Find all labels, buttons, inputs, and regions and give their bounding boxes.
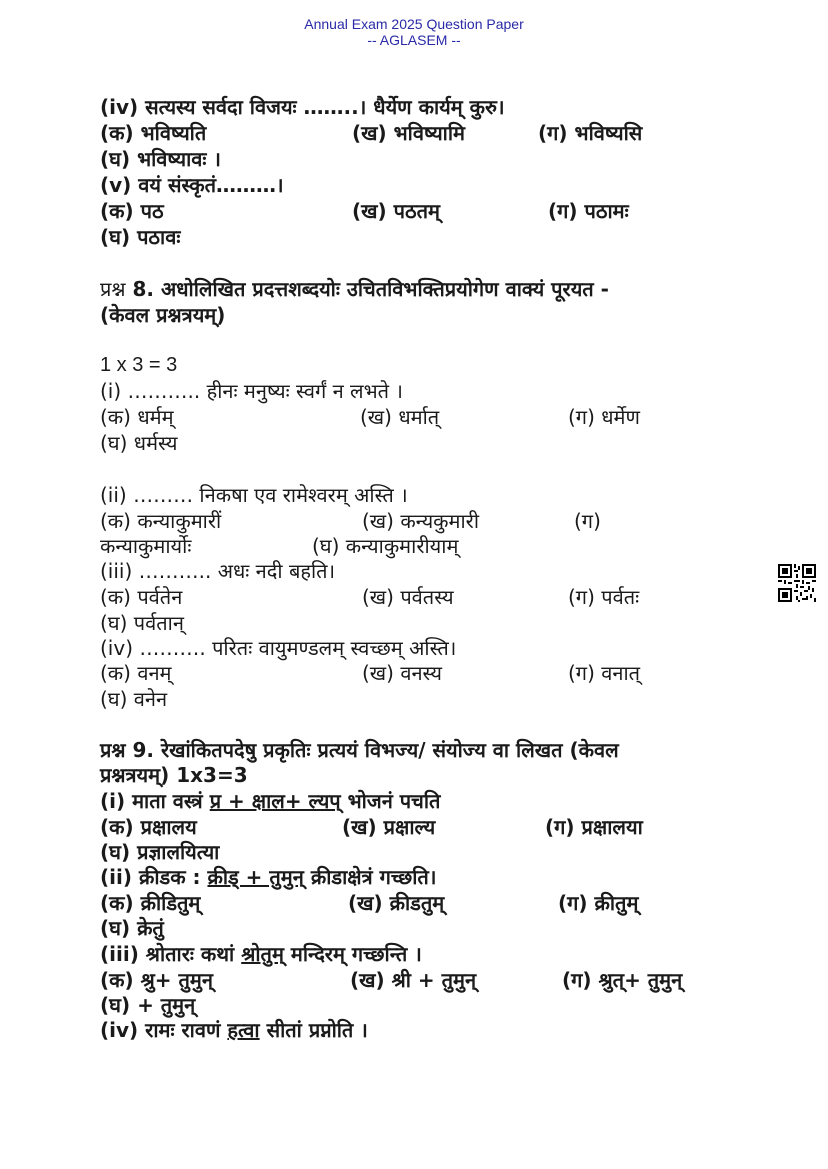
q9-iii-text-pre: (iii) श्रोतारः कथां: [100, 942, 242, 966]
q9-i-text-post: भोजनं पचति: [340, 789, 441, 813]
q9-iii-text: [100, 941, 422, 967]
q8-i-option-gha: (घ) धर्मस्य: [100, 431, 178, 455]
q8-iii-option-kha: (ख) पर्वतस्य: [362, 585, 454, 609]
q7-iv-option-ga: (ग) भविष्यसि: [538, 121, 643, 145]
qr-code: [778, 564, 816, 602]
q9-i-option-gha: (घ) प्रज्ञालयित्या: [100, 840, 220, 864]
q7-iv-text: (iv) सत्यस्य सर्वदा विजयः ……..। धैर्येण कार्यम् कुरु।: [100, 95, 505, 119]
q8-iii-option-ga: (ग) पर्वतः: [568, 585, 640, 609]
header-title: Annual Exam 2025 Question Paper: [304, 16, 524, 32]
q7-v-text: (v) वयं संस्कृतं………।: [100, 173, 284, 197]
q9-i-option-ka: (क) प्रक्षालय: [100, 815, 197, 839]
q8-i-option-kha: (ख) धर्मात्: [360, 405, 440, 429]
q8-iii-option-ka: (क) पर्वतेन: [100, 585, 183, 609]
header-subtitle: -- AGLASEM --: [367, 32, 461, 48]
q8-heading-line2: (केवल प्रश्नत्रयम्): [100, 303, 226, 327]
q9-heading: प्रश्न 9. रेखांकितपदेषु प्रकृतिः प्रत्ययं विभज्य/ संयोज्य वा लिखत (केवल: [100, 738, 619, 762]
q9-iii-option-ka: (क) श्रु+ तुमुन्: [100, 968, 213, 992]
q9-iii-option-kha: (ख) श्री + तुमुन्: [350, 968, 477, 992]
q7-iv-option-gha: (घ) भविष्यावः ।: [100, 147, 222, 171]
q9-i-underlined: प्र + क्षाल+ ल्यप्: [209, 789, 341, 813]
q8-i-text: (i) ……….. हीनः मनुष्यः स्वर्गं न लभते ।: [100, 379, 403, 403]
q9-iii-text-post: मन्दिरम् गच्छन्ति ।: [283, 942, 422, 966]
q9-ii-option-ga: (ग) क्रीतुम्: [558, 891, 639, 915]
q9-ii-text: [100, 864, 436, 890]
q9-i-text-pre: (i) माता वस्त्रं: [100, 789, 210, 813]
q7-v-option-ka: (क) पठ: [100, 199, 164, 223]
q8-ii-option-ga-text: कन्याकुमार्योः: [100, 534, 192, 558]
q8-iv-option-ka: (क) वनम्: [100, 661, 172, 685]
q8-iv-text: (iv) ………. परितः वायुमण्डलम् स्वच्छम् अस्ति।: [100, 636, 457, 660]
q9-iii-underlined: श्रोतुम्: [241, 942, 284, 966]
q8-iv-option-ga: (ग) वनात्: [568, 661, 641, 685]
q9-heading-line2: प्रश्नत्रयम्) 1x3=3: [100, 763, 248, 787]
q9-iii-option-gha: (घ) + तुमुन्: [100, 993, 196, 1017]
q8-ii-option-ga: (ग): [574, 509, 601, 533]
q8-heading: [100, 276, 609, 302]
q8-iv-option-kha: (ख) वनस्य: [362, 661, 442, 685]
q8-ii-text: (ii) ……… निकषा एव रामेश्वरम् अस्ति ।: [100, 483, 408, 507]
q7-v-option-ga: (ग) पठामः: [548, 199, 629, 223]
q7-v-option-kha: (ख) पठतम्: [352, 199, 440, 223]
q7-iv-option-kha: (ख) भविष्यामि: [352, 121, 465, 145]
q9-ii-underlined: क्रीड् + तुमुन्: [207, 865, 304, 889]
q8-marks: 1 x 3 = 3: [100, 354, 178, 376]
q9-i-text: [100, 788, 440, 814]
q8-ii-option-ka: (क) कन्याकुमारीं: [100, 509, 222, 533]
q9-i-option-kha: (ख) प्रक्षाल्य: [342, 815, 436, 839]
q9-iv-text-pre: (iv) रामः रावणं: [100, 1018, 228, 1042]
q9-ii-option-kha: (ख) क्रीडतुम्: [348, 891, 445, 915]
q8-heading-prefix: प्रश्न: [100, 277, 126, 301]
q7-iv-option-ka: (क) भविष्यति: [100, 121, 207, 145]
q8-i-option-ka: (क) धर्मम्: [100, 405, 174, 429]
q9-ii-text-pre: (ii) क्रीडक :: [100, 865, 208, 889]
q8-ii-option-gha: (घ) कन्याकुमारीयाम्: [312, 534, 459, 558]
q9-iv-text: [100, 1017, 368, 1043]
q8-iii-option-gha: (घ) पर्वतान्: [100, 611, 184, 635]
q8-ii-option-kha: (ख) कन्यकुमारी: [362, 509, 480, 533]
q9-ii-text-post: क्रीडाक्षेत्रं गच्छति।: [303, 865, 437, 889]
q9-i-option-ga: (ग) प्रक्षालया: [545, 815, 643, 839]
q8-i-option-ga: (ग) धर्मेण: [568, 405, 640, 429]
q9-iv-underlined: हत्वा: [227, 1018, 260, 1042]
q9-ii-option-gha: (घ) क्रेतुं: [100, 916, 164, 940]
page-header: [0, 16, 828, 48]
q9-iv-text-post: सीतां प्रप्नोति ।: [259, 1018, 368, 1042]
q9-iii-option-ga: (ग) श्रुत्+ तुमुन्: [562, 968, 683, 992]
q8-iii-text: (iii) ……….. अधः नदी बहति।: [100, 559, 336, 583]
q8-iv-option-gha: (घ) वनेन: [100, 687, 168, 711]
q7-v-option-gha: (घ) पठावः: [100, 225, 181, 249]
q9-ii-option-ka: (क) क्रीडितुम्: [100, 891, 201, 915]
q8-heading-text: 8. अधोलिखित प्रदत्तशब्दयोः उचितविभक्तिप्रयोगेण वाक्यं पूरयत -: [132, 277, 609, 301]
